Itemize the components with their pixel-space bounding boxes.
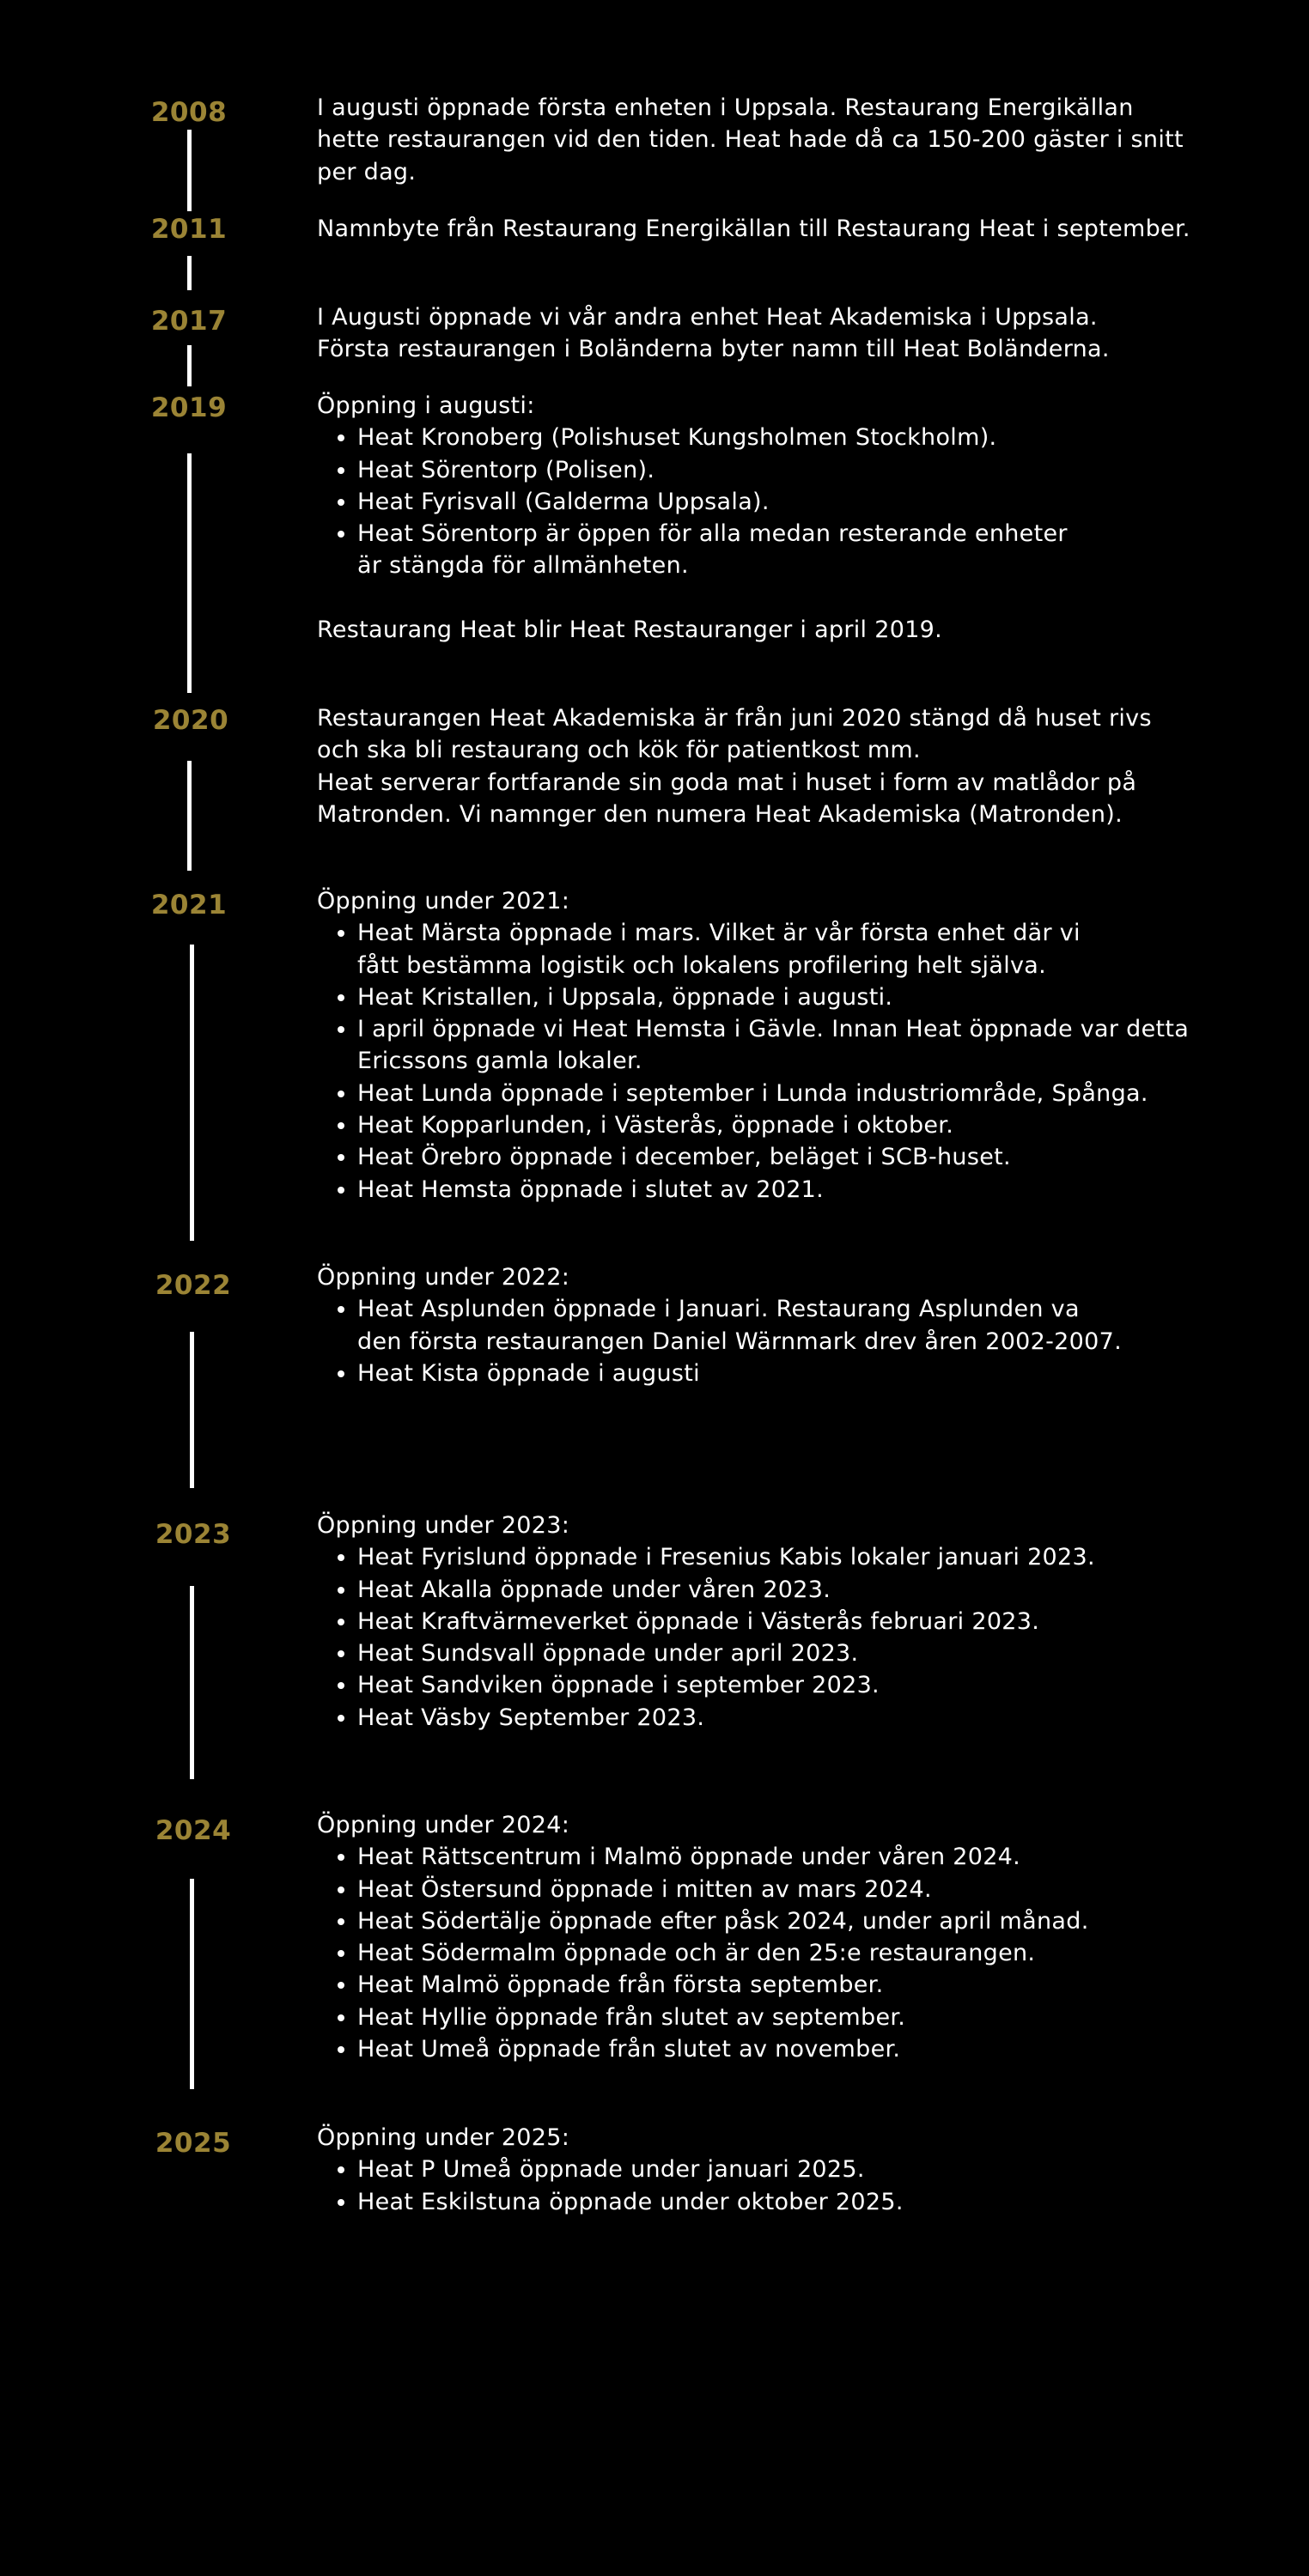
list-item: • Heat Hyllie öppnade från slutet av september. (357, 2002, 1202, 2033)
timeline-connector-2021 (190, 945, 194, 1241)
entry-intro: Öppning under 2024: (317, 1812, 570, 1838)
entry-line: I augusti öppnade första enheten i Uppsala. Restaurang Energikällan (317, 94, 1134, 121)
list-item: • Heat Kronoberg (Polishuset Kungsholmen Stockholm). (357, 422, 1202, 453)
timeline-year-2011: 2011 (150, 214, 228, 245)
timeline-year-2008: 2008 (150, 97, 228, 128)
timeline-connector-2023 (190, 1586, 194, 1779)
list-item: • Heat Kopparlunden, i Västerås, öppnade i oktober. (357, 1109, 1202, 1141)
list-item: • Heat Sörentorp är öppen för alla medan resterande enheter är stängda för allmänheten. (357, 518, 1079, 582)
entry-list (317, 2154, 1202, 2218)
entry-line: hette restaurangen vid den tiden. Heat hade då ca 150-200 gäster i snitt (317, 126, 1184, 154)
list-item: • Heat Rättscentrum i Malmö öppnade under våren 2024. (357, 1841, 1202, 1873)
list-item: • I april öppnade vi Heat Hemsta i Gävle. Innan Heat öppnade var detta Ericssons gamla lokaler. (357, 1013, 1199, 1078)
list-item: • Heat Kraftvärmeverket öppnade i Västerås februari 2023. (357, 1606, 1202, 1637)
list-item: • Heat Sandviken öppnade i september 2023. (357, 1669, 1202, 1701)
list-item: • Heat Eskilstuna öppnade under oktober 2025. (357, 2186, 1202, 2218)
list-item: • Heat Umeå öppnade från slutet av november. (357, 2033, 1202, 2065)
entry-intro: Öppning under 2021: (317, 888, 570, 914)
timeline-entry-2023 (317, 1510, 1202, 1734)
timeline-year-2017: 2017 (150, 306, 228, 337)
list-item: • Heat Sörentorp (Polisen). (357, 454, 1202, 486)
timeline-year-2019: 2019 (150, 392, 228, 423)
timeline-entry-2020 (317, 702, 1202, 830)
list-item: • Heat Fyrislund öppnade i Fresenius Kabis lokaler januari 2023. (357, 1541, 1202, 1573)
timeline-connector-2017 (187, 345, 192, 386)
entry-intro: Öppning under 2025: (317, 2124, 570, 2151)
entry-line: Restaurangen Heat Akademiska är från juni 2020 stängd då huset rivs (317, 705, 1152, 732)
list-item: • Heat Märsta öppnade i mars. Vilket är vår första enhet där vi fått bestämma logistik och lokalens profilering helt själva. (357, 917, 1113, 981)
entry-line: Heat serverar fortfarande sin goda mat i huset i form av matlådor på (317, 769, 1137, 796)
list-item: • Heat Malmö öppnade från första september. (357, 1969, 1202, 2001)
entry-line: Namnbyte från Restaurang Energikällan till Restaurang Heat i september. (317, 216, 1190, 242)
timeline-year-2024: 2024 (155, 1815, 232, 1846)
spacer (317, 582, 1202, 614)
entry-list (317, 1293, 1202, 1389)
timeline-connector-2022 (190, 1332, 194, 1488)
entry-list (317, 1841, 1202, 2065)
timeline-year-2023: 2023 (155, 1519, 232, 1550)
entry-line: per dag. (317, 158, 417, 185)
list-item: • Heat Lunda öppnade i september i Lunda industriområde, Spånga. (357, 1078, 1202, 1109)
list-item: • Heat Hemsta öppnade i slutet av 2021. (357, 1174, 1202, 1206)
timeline-year-2025: 2025 (155, 2128, 232, 2159)
list-item: • Heat Södermalm öppnade och är den 25:e restaurangen. (357, 1937, 1202, 1969)
timeline-entry-2011 (317, 213, 1202, 245)
list-item: • Heat P Umeå öppnade under januari 2025. (357, 2154, 1202, 2185)
entry-intro: Öppning under 2022: (317, 1264, 570, 1291)
entry-line: I Augusti öppnade vi vår andra enhet Heat Akademiska i Uppsala. (317, 304, 1098, 331)
entry-intro: Öppning under 2023: (317, 1512, 570, 1539)
timeline-entry-2008 (317, 92, 1202, 188)
entry-list (317, 1541, 1202, 1734)
entry-line: och ska bli restaurang och kök för patientkost mm. (317, 737, 921, 764)
timeline-entry-2025 (317, 2122, 1202, 2218)
list-item: • Heat Väsby September 2023. (357, 1702, 1202, 1734)
timeline-entry-2017 (317, 301, 1202, 366)
list-item: • Heat Östersund öppnade i mitten av mars 2024. (357, 1874, 1202, 1905)
entry-line: Första restaurangen i Boländerna byter namn till Heat Boländerna. (317, 336, 1110, 363)
list-item: • Heat Asplunden öppnade i Januari. Restaurang Asplunden va den första restaurangen Daniel Wärnmark drev åren 2002-2007. (357, 1293, 1130, 1358)
list-item: • Heat Sundsvall öppnade under april 2023. (357, 1637, 1202, 1669)
list-item: • Heat Akalla öppnade under våren 2023. (357, 1574, 1202, 1606)
entry-outro: Restaurang Heat blir Heat Restauranger i april 2019. (317, 617, 943, 644)
timeline-connector-2024 (190, 1879, 194, 2089)
timeline-connector-2011 (187, 256, 192, 290)
timeline-connector-2019 (187, 453, 192, 693)
timeline-entry-2019 (317, 390, 1202, 646)
entry-list (317, 422, 1202, 581)
list-item: • Heat Kista öppnade i augusti (357, 1358, 1202, 1389)
entry-line: Matronden. Vi namnger den numera Heat Akademiska (Matronden). (317, 800, 1123, 828)
timeline-year-2020: 2020 (152, 705, 229, 736)
list-item: • Heat Örebro öppnade i december, beläget i SCB-huset. (357, 1141, 1202, 1173)
timeline-connector-2008 (187, 130, 192, 211)
timeline-entry-2022 (317, 1261, 1202, 1389)
list-item: • Heat Södertälje öppnade efter påsk 2024, under april månad. (357, 1905, 1202, 1937)
timeline-entry-2024 (317, 1809, 1202, 2065)
timeline-year-2021: 2021 (150, 890, 228, 920)
timeline-connector-2020 (187, 761, 192, 871)
entry-intro: Öppning i augusti: (317, 392, 535, 419)
timeline-entry-2021 (317, 885, 1202, 1206)
list-item: • Heat Kristallen, i Uppsala, öppnade i augusti. (357, 981, 1202, 1013)
list-item: • Heat Fyrisvall (Galderma Uppsala). (357, 486, 1202, 518)
entry-list (317, 917, 1202, 1206)
timeline-year-2022: 2022 (155, 1270, 232, 1301)
